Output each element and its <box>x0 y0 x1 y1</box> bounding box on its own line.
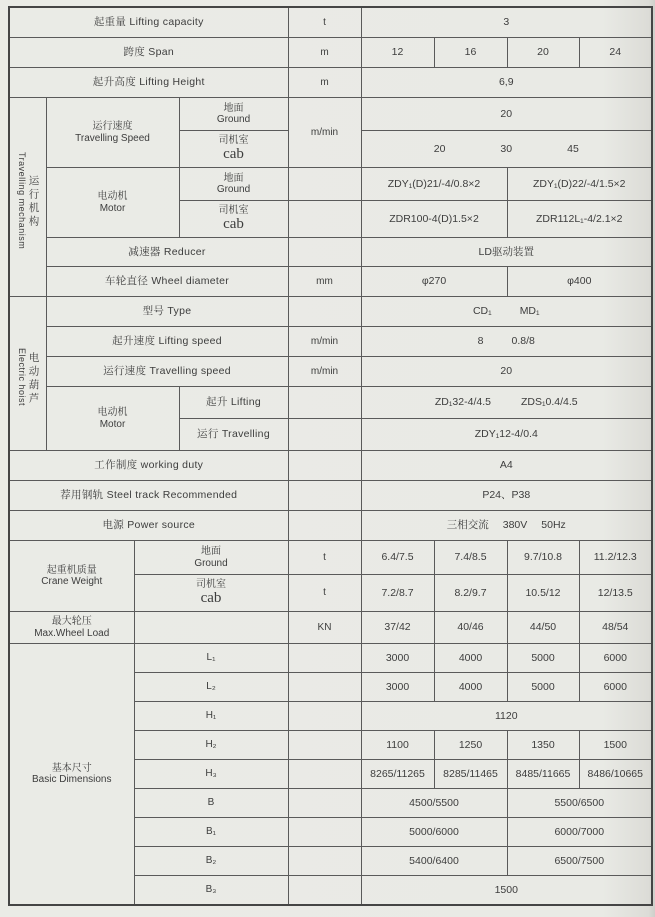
trav-speed-ground-value: 20 <box>361 98 652 131</box>
dim-b2-v2: 6500/7500 <box>507 847 652 876</box>
steel-track-value: P24、P38 <box>361 481 652 511</box>
dim-b-sublabel: B <box>134 789 288 818</box>
trav-motor-label: 电动机 Motor <box>46 168 179 238</box>
crane-weight-ground-v2: 7.4/8.5 <box>434 541 507 575</box>
max-wheel-load-v3: 44/50 <box>507 612 579 644</box>
span-value-20: 20 <box>507 38 579 68</box>
crane-spec-table <box>8 6 653 906</box>
dim-b1-sublabel: B₁ <box>134 818 288 847</box>
crane-weight-ground-v3: 9.7/10.8 <box>507 541 579 575</box>
hoist-lifting-speed-label: 起升速度 Lifting speed <box>46 327 288 357</box>
lifting-capacity-value: 3 <box>361 7 652 38</box>
hoist-travelling-speed-label: 运行速度 Travelling speed <box>46 357 288 387</box>
span-value-16: 16 <box>434 38 507 68</box>
crane-weight-ground-sublabel: 地面 Ground <box>134 541 288 575</box>
dim-b3-unit-empty <box>288 876 361 906</box>
row-wheel-diameter <box>9 267 652 297</box>
row-hoist-motor-lifting <box>9 387 652 419</box>
trav-speed-cab-sublabel: 司机室 cab <box>179 131 288 168</box>
dim-l2-unit-empty <box>288 673 361 702</box>
hoist-lifting-speed-unit: m/min <box>288 327 361 357</box>
span-label: 跨度 Span <box>9 38 288 68</box>
dim-h2-unit-empty <box>288 731 361 760</box>
dim-b-v2: 5500/6500 <box>507 789 652 818</box>
dim-h1-sublabel: H₁ <box>134 702 288 731</box>
hoist-lifting-speed-values: 8 0.8/8 <box>361 327 652 357</box>
dim-h2-v2: 1250 <box>434 731 507 760</box>
hoist-motor-travelling-value: ZDY₁12-4/0.4 <box>361 419 652 451</box>
reducer-unit-empty <box>288 238 361 267</box>
dim-l1-v4: 6000 <box>579 644 652 673</box>
dim-b2-unit-empty <box>288 847 361 876</box>
basic-dimensions-label: 基本尺寸 Basic Dimensions <box>9 644 134 906</box>
span-value-24: 24 <box>579 38 652 68</box>
row-trav-speed-ground <box>9 98 652 131</box>
dim-h3-v4: 8486/10665 <box>579 760 652 789</box>
wheel-diameter-unit: mm <box>288 267 361 297</box>
trav-motor-ground-unit-empty <box>288 168 361 201</box>
dim-b-v1: 4500/5500 <box>361 789 507 818</box>
dim-l2-v3: 5000 <box>507 673 579 702</box>
row-reducer <box>9 238 652 267</box>
max-wheel-load-sub-empty <box>134 612 288 644</box>
hoist-motor-lifting-sublabel: 起升 Lifting <box>179 387 288 419</box>
power-source-unit-empty <box>288 511 361 541</box>
trav-speed-label: 运行速度 Travelling Speed <box>46 98 179 168</box>
trav-motor-ground-value-a: ZDY₁(D)21/-4/0.8×2 <box>361 168 507 201</box>
dim-b-unit-empty <box>288 789 361 818</box>
row-hoist-lifting-speed <box>9 327 652 357</box>
hoist-type-unit-empty <box>288 297 361 327</box>
row-dim-l1 <box>9 644 652 673</box>
crane-weight-ground-v4: 11.2/12.3 <box>579 541 652 575</box>
electric-hoist-vertical-label: 电动葫芦 Electric hoist <box>16 348 40 407</box>
lifting-capacity-label: 起重量 Lifting capacity <box>9 7 288 38</box>
hoist-motor-lifting-unit-empty <box>288 387 361 419</box>
travelling-mechanism-vertical-label: 运行机构 Travelling mechanism <box>16 152 40 250</box>
trav-speed-unit: m/min <box>288 98 361 168</box>
wheel-diameter-value-a: φ270 <box>361 267 507 297</box>
dim-l1-v2: 4000 <box>434 644 507 673</box>
trav-speed-ground-sublabel: 地面 Ground <box>179 98 288 131</box>
hoist-motor-lifting-values: ZD₁32-4/4.5 ZDS₁0.4/4.5 <box>361 387 652 419</box>
crane-weight-cab-v2: 8.2/9.7 <box>434 575 507 612</box>
span-value-12: 12 <box>361 38 434 68</box>
working-duty-label: 工作制度 working duty <box>9 451 288 481</box>
row-hoist-type <box>9 297 652 327</box>
trav-motor-cab-sublabel: 司机室 cab <box>179 201 288 238</box>
span-unit: m <box>288 38 361 68</box>
dim-h2-v4: 1500 <box>579 731 652 760</box>
section-travelling-mechanism <box>9 98 46 297</box>
row-steel-track <box>9 481 652 511</box>
max-wheel-load-unit: KN <box>288 612 361 644</box>
dim-b1-v2: 6000/7000 <box>507 818 652 847</box>
dim-b2-v1: 5400/6400 <box>361 847 507 876</box>
reducer-value: LD驱动装置 <box>361 238 652 267</box>
crane-weight-ground-v1: 6.4/7.5 <box>361 541 434 575</box>
dim-b1-v1: 5000/6000 <box>361 818 507 847</box>
dim-b1-unit-empty <box>288 818 361 847</box>
steel-track-label: 荐用钢轨 Steel track Recommended <box>9 481 288 511</box>
lifting-height-unit: m <box>288 68 361 98</box>
dim-h2-v1: 1100 <box>361 731 434 760</box>
wheel-diameter-label: 车轮直径 Wheel diameter <box>46 267 288 297</box>
hoist-motor-travelling-unit-empty <box>288 419 361 451</box>
crane-weight-cab-v4: 12/13.5 <box>579 575 652 612</box>
crane-weight-cab-v3: 10.5/12 <box>507 575 579 612</box>
crane-weight-cab-sublabel: 司机室 cab <box>134 575 288 612</box>
trav-motor-cab-value-b: ZDR112L₁-4/2.1×2 <box>507 201 652 238</box>
row-span <box>9 38 652 68</box>
max-wheel-load-v2: 40/46 <box>434 612 507 644</box>
power-source-label: 电源 Power source <box>9 511 288 541</box>
row-hoist-travelling-speed <box>9 357 652 387</box>
trav-motor-cab-value-a: ZDR100-4(D)1.5×2 <box>361 201 507 238</box>
wheel-diameter-value-b: φ400 <box>507 267 652 297</box>
dim-l2-v4: 6000 <box>579 673 652 702</box>
row-lifting-height <box>9 68 652 98</box>
dim-l2-v2: 4000 <box>434 673 507 702</box>
dim-h2-v3: 1350 <box>507 731 579 760</box>
dim-l2-v1: 3000 <box>361 673 434 702</box>
row-lifting-capacity <box>9 7 652 38</box>
dim-h2-sublabel: H₂ <box>134 731 288 760</box>
steel-track-unit-empty <box>288 481 361 511</box>
working-duty-unit-empty <box>288 451 361 481</box>
dim-h1-value: 1120 <box>361 702 652 731</box>
lifting-height-label: 起升高度 Lifting Height <box>9 68 288 98</box>
dim-h3-v3: 8485/11665 <box>507 760 579 789</box>
section-electric-hoist <box>9 297 46 451</box>
lifting-height-value: 6,9 <box>361 68 652 98</box>
dim-l1-v3: 5000 <box>507 644 579 673</box>
row-crane-weight-ground <box>9 541 652 575</box>
row-power-source <box>9 511 652 541</box>
dim-l1-unit-empty <box>288 644 361 673</box>
crane-weight-cab-unit: t <box>288 575 361 612</box>
working-duty-value: A4 <box>361 451 652 481</box>
hoist-type-label: 型号 Type <box>46 297 288 327</box>
lifting-capacity-unit: t <box>288 7 361 38</box>
dim-b3-value: 1500 <box>361 876 652 906</box>
dim-h3-unit-empty <box>288 760 361 789</box>
crane-weight-cab-v1: 7.2/8.7 <box>361 575 434 612</box>
hoist-motor-label: 电动机 Motor <box>46 387 179 451</box>
dim-h3-v1: 8265/11265 <box>361 760 434 789</box>
trav-motor-cab-unit-empty <box>288 201 361 238</box>
row-max-wheel-load <box>9 612 652 644</box>
reducer-label: 减速器 Reducer <box>46 238 288 267</box>
dim-h3-sublabel: H₃ <box>134 760 288 789</box>
crane-weight-label: 起重机质量 Crane Weight <box>9 541 134 612</box>
crane-weight-ground-unit: t <box>288 541 361 575</box>
max-wheel-load-label: 最大轮压 Max.Wheel Load <box>9 612 134 644</box>
power-source-value: 三相交流 380V 50Hz <box>361 511 652 541</box>
trav-motor-ground-sublabel: 地面 Ground <box>179 168 288 201</box>
hoist-travelling-speed-unit: m/min <box>288 357 361 387</box>
dim-l1-v1: 3000 <box>361 644 434 673</box>
dim-l2-sublabel: L₂ <box>134 673 288 702</box>
dim-b2-sublabel: B₂ <box>134 847 288 876</box>
dim-l1-sublabel: L₁ <box>134 644 288 673</box>
trav-speed-cab-values: 20 30 45 <box>361 131 652 168</box>
hoist-travelling-speed-value: 20 <box>361 357 652 387</box>
max-wheel-load-v1: 37/42 <box>361 612 434 644</box>
hoist-type-values: CD₁ MD₁ <box>361 297 652 327</box>
max-wheel-load-v4: 48/54 <box>579 612 652 644</box>
dim-h1-unit-empty <box>288 702 361 731</box>
dim-b3-sublabel: B₃ <box>134 876 288 906</box>
trav-motor-ground-value-b: ZDY₁(D)22/-4/1.5×2 <box>507 168 652 201</box>
dim-h3-v2: 8285/11465 <box>434 760 507 789</box>
row-trav-motor-ground <box>9 168 652 201</box>
hoist-motor-travelling-sublabel: 运行 Travelling <box>179 419 288 451</box>
row-working-duty <box>9 451 652 481</box>
